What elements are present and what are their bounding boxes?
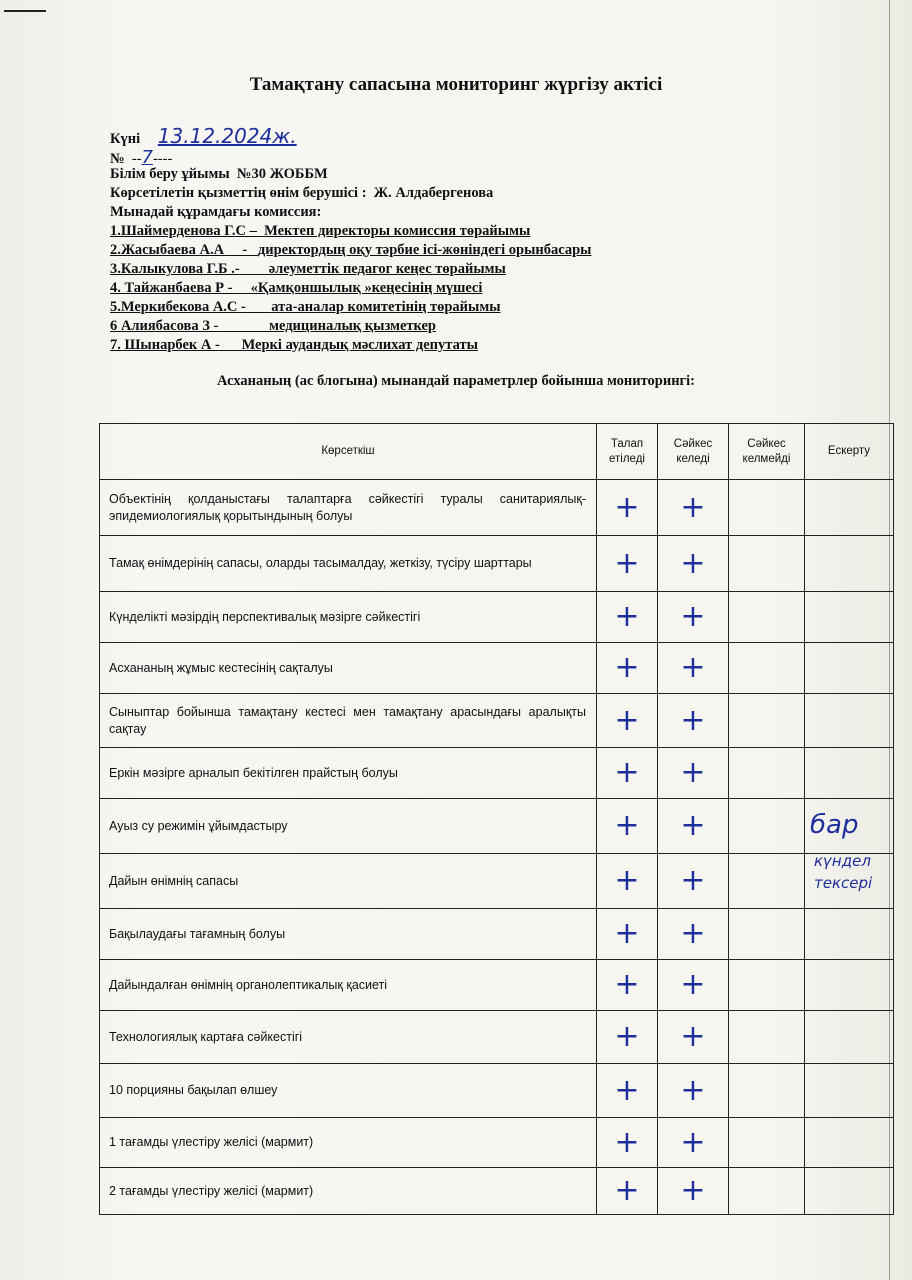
compliant-cell <box>658 1168 729 1215</box>
note-cell <box>805 694 894 748</box>
member-name: 5.Меркибекова А.С - <box>110 299 246 315</box>
plus-mark: + <box>680 1019 706 1054</box>
header-indicator: Көрсеткіш <box>100 424 597 480</box>
required-cell <box>597 909 658 960</box>
plus-mark: + <box>614 1173 640 1208</box>
number-line: № --7---- <box>110 147 173 168</box>
plus-mark: + <box>680 545 706 581</box>
compliant-cell <box>658 1064 729 1118</box>
member-name: 1.Шаймерденова Г.С – <box>110 223 257 239</box>
table-header-row <box>100 424 894 480</box>
note-cell <box>805 592 894 643</box>
required-cell <box>597 960 658 1011</box>
required-cell <box>597 854 658 909</box>
header-required: Талап етіледі <box>597 424 658 480</box>
required-cell <box>597 748 658 799</box>
noncompliant-cell <box>729 748 805 799</box>
monitoring-subheading: Асхананың (ас блогына) мынандай параметрлер бойынша мониторингі: <box>216 373 695 389</box>
required-cell <box>597 1168 658 1215</box>
noncompliant-cell <box>729 854 805 909</box>
table-row <box>100 909 894 960</box>
compliant-cell <box>658 799 729 854</box>
plus-mark: + <box>680 808 706 843</box>
required-cell <box>597 536 658 592</box>
noncompliant-cell <box>729 960 805 1011</box>
plus-mark: + <box>680 755 706 790</box>
compliant-cell <box>658 960 729 1011</box>
plus-mark: + <box>614 1019 640 1054</box>
member-2: 2.Жасыбаева А.А - директордың оқу тәрбие ісі-жөніндегі орынбасары <box>110 242 592 258</box>
note-cell <box>805 960 894 1011</box>
compliant-cell <box>658 1118 729 1168</box>
table-row <box>100 799 894 854</box>
table-row <box>100 536 894 592</box>
indicator-cell: Объектінің қолданыстағы талаптарға сәйкестігі туралы санитариялық-эпидемиологиялық қорытындының болуы <box>100 480 597 536</box>
member-name: 4. Тайжанбаева Р - <box>110 280 233 296</box>
noncompliant-cell <box>729 536 805 592</box>
indicator-cell: Сыныптар бойынша тамақтану кестесі мен тамақтану арасындағы аралықты сақтау <box>100 694 597 748</box>
handwritten-note-3: тексері <box>814 874 873 892</box>
plus-mark: + <box>614 702 640 738</box>
handwritten-note-1: бар <box>810 810 859 840</box>
note-cell <box>805 1011 894 1064</box>
member-1 <box>110 223 530 240</box>
note-cell <box>805 1064 894 1118</box>
table-row <box>100 1011 894 1064</box>
noncompliant-cell <box>729 1064 805 1118</box>
organization-value: №30 ЖОББМ <box>236 166 328 182</box>
required-cell <box>597 1118 658 1168</box>
plus-mark: + <box>680 650 706 685</box>
plus-mark: + <box>680 1072 706 1108</box>
document-title: Тамақтану сапасына мониторинг жүргізу актісі <box>249 74 663 95</box>
indicator-cell: Асхананың жұмыс кестесінің сақталуы <box>100 643 597 694</box>
monitoring-table <box>99 423 894 1215</box>
organization-line <box>110 166 328 183</box>
header-compliant: Сәйкес келеді <box>658 424 729 480</box>
member-role: Мектеп директоры комиссия төрайымы <box>264 223 531 239</box>
plus-mark: + <box>614 755 640 790</box>
indicator-cell: 2 тағамды үлестіру желісі (мармит) <box>100 1168 597 1215</box>
date-line <box>110 124 297 148</box>
table-row <box>100 748 894 799</box>
compliant-cell <box>658 1011 729 1064</box>
noncompliant-cell <box>729 799 805 854</box>
note-cell <box>805 1168 894 1215</box>
member-3 <box>110 261 506 278</box>
member-role: медициналық қызметкер <box>269 318 436 334</box>
member-name: 2.Жасыбаева А.А <box>110 242 225 258</box>
required-cell <box>597 592 658 643</box>
date-label: Күні <box>110 131 141 147</box>
indicator-cell: 10 порцияны бақылап өлшеу <box>100 1064 597 1118</box>
table-row <box>100 1064 894 1118</box>
plus-mark: + <box>614 967 640 1002</box>
indicator-cell: Күнделікті мәзірдің перспективалық мәзірге сәйкестігі <box>100 592 597 643</box>
compliant-cell <box>658 854 729 909</box>
noncompliant-cell <box>729 1011 805 1064</box>
noncompliant-cell <box>729 1168 805 1215</box>
compliant-cell <box>658 748 729 799</box>
required-cell <box>597 480 658 536</box>
compliant-cell <box>658 480 729 536</box>
noncompliant-cell <box>729 694 805 748</box>
header-noncompliant: Сәйкес келмейді <box>729 424 805 480</box>
compliant-cell <box>658 536 729 592</box>
table-row <box>100 480 894 536</box>
noncompliant-cell <box>729 643 805 694</box>
plus-mark: + <box>680 967 706 1002</box>
member-7 <box>110 337 478 354</box>
plus-mark: + <box>680 702 706 738</box>
indicator-cell: 1 тағамды үлестіру желісі (мармит) <box>100 1118 597 1168</box>
plus-mark: + <box>680 1124 706 1160</box>
date-value: 13.12.2024ж. <box>157 124 297 148</box>
member-role: директордың оқу тәрбие ісі-жөніндегі орынбасары <box>257 242 592 258</box>
member-name: 7. Шынарбек А - <box>110 337 220 353</box>
indicator-cell: Еркін мәзірге арналып бекітілген прайстың болуы <box>100 748 597 799</box>
organization-label: Білім беру ұйымы <box>110 166 230 182</box>
note-cell <box>805 536 894 592</box>
plus-mark: + <box>614 650 640 685</box>
table-body <box>100 480 894 1215</box>
required-cell <box>597 643 658 694</box>
table-row <box>100 960 894 1011</box>
member-name: 6 Алиябасова З - <box>110 318 219 334</box>
handwritten-note-2: күндел <box>814 852 871 870</box>
plus-mark: + <box>614 545 640 581</box>
required-cell <box>597 799 658 854</box>
plus-mark: + <box>614 863 640 898</box>
number-value: 7 <box>141 147 153 168</box>
required-cell <box>597 1011 658 1064</box>
provider-value: Ж. Алдабергенова <box>373 185 494 201</box>
note-cell <box>805 480 894 536</box>
number-label: № <box>110 151 125 167</box>
plus-mark: + <box>680 863 706 898</box>
plus-mark: + <box>614 1072 640 1108</box>
noncompliant-cell <box>729 480 805 536</box>
plus-mark: + <box>680 489 706 525</box>
indicator-cell: Дайындалған өнімнің органолептикалық қасиеті <box>100 960 597 1011</box>
required-cell <box>597 1064 658 1118</box>
indicator-cell: Тамақ өнімдерінің сапасы, оларды тасымалдау, жеткізу, түсіру шарттары <box>100 536 597 592</box>
plus-mark: + <box>680 1173 706 1208</box>
noncompliant-cell <box>729 1118 805 1168</box>
indicator-cell: Бақылаудағы тағамның болуы <box>100 909 597 960</box>
member-name: 3.Калыкулова Г.Б .- <box>110 261 240 277</box>
noncompliant-cell <box>729 592 805 643</box>
plus-mark: + <box>614 916 640 951</box>
indicator-cell: Дайын өнімнің сапасы <box>100 854 597 909</box>
plus-mark: + <box>614 489 640 525</box>
top-edge-mark <box>4 10 46 12</box>
plus-mark: + <box>680 916 706 951</box>
table-row <box>100 1118 894 1168</box>
commission-label: Мынадай құрамдағы комиссия: <box>110 204 322 220</box>
member-role: ата-аналар комитетінің төрайымы <box>271 299 501 315</box>
member-role: Меркі аудандық мәслихат депутаты <box>241 337 478 353</box>
note-cell <box>805 643 894 694</box>
indicator-cell: Ауыз су режимін ұйымдастыру <box>100 799 597 854</box>
member-6 <box>110 318 436 335</box>
plus-mark: + <box>680 599 706 634</box>
table-row <box>100 592 894 643</box>
compliant-cell <box>658 592 729 643</box>
plus-mark: + <box>614 599 640 634</box>
table-row <box>100 854 894 909</box>
member-4 <box>110 280 482 297</box>
note-cell <box>805 909 894 960</box>
member-role: әлеуметтік педагог кеңес төрайымы <box>268 261 506 277</box>
plus-mark: + <box>614 808 640 843</box>
compliant-cell <box>658 643 729 694</box>
note-cell <box>805 748 894 799</box>
required-cell <box>597 694 658 748</box>
noncompliant-cell <box>729 909 805 960</box>
member-5 <box>110 299 501 316</box>
table-row <box>100 643 894 694</box>
provider-label: Көрсетілетін қызметтің өнім берушісі : <box>110 185 367 201</box>
table-row <box>100 694 894 748</box>
member-role: «Қамқоншылық »кеңесінің мүшесі <box>250 280 483 296</box>
indicator-cell: Технологиялық картаға сәйкестігі <box>100 1011 597 1064</box>
provider-line <box>110 185 493 202</box>
table-row <box>100 1168 894 1215</box>
compliant-cell <box>658 909 729 960</box>
compliant-cell <box>658 694 729 748</box>
note-cell <box>805 1118 894 1168</box>
header-note: Ескерту <box>805 424 894 480</box>
plus-mark: + <box>614 1124 640 1160</box>
